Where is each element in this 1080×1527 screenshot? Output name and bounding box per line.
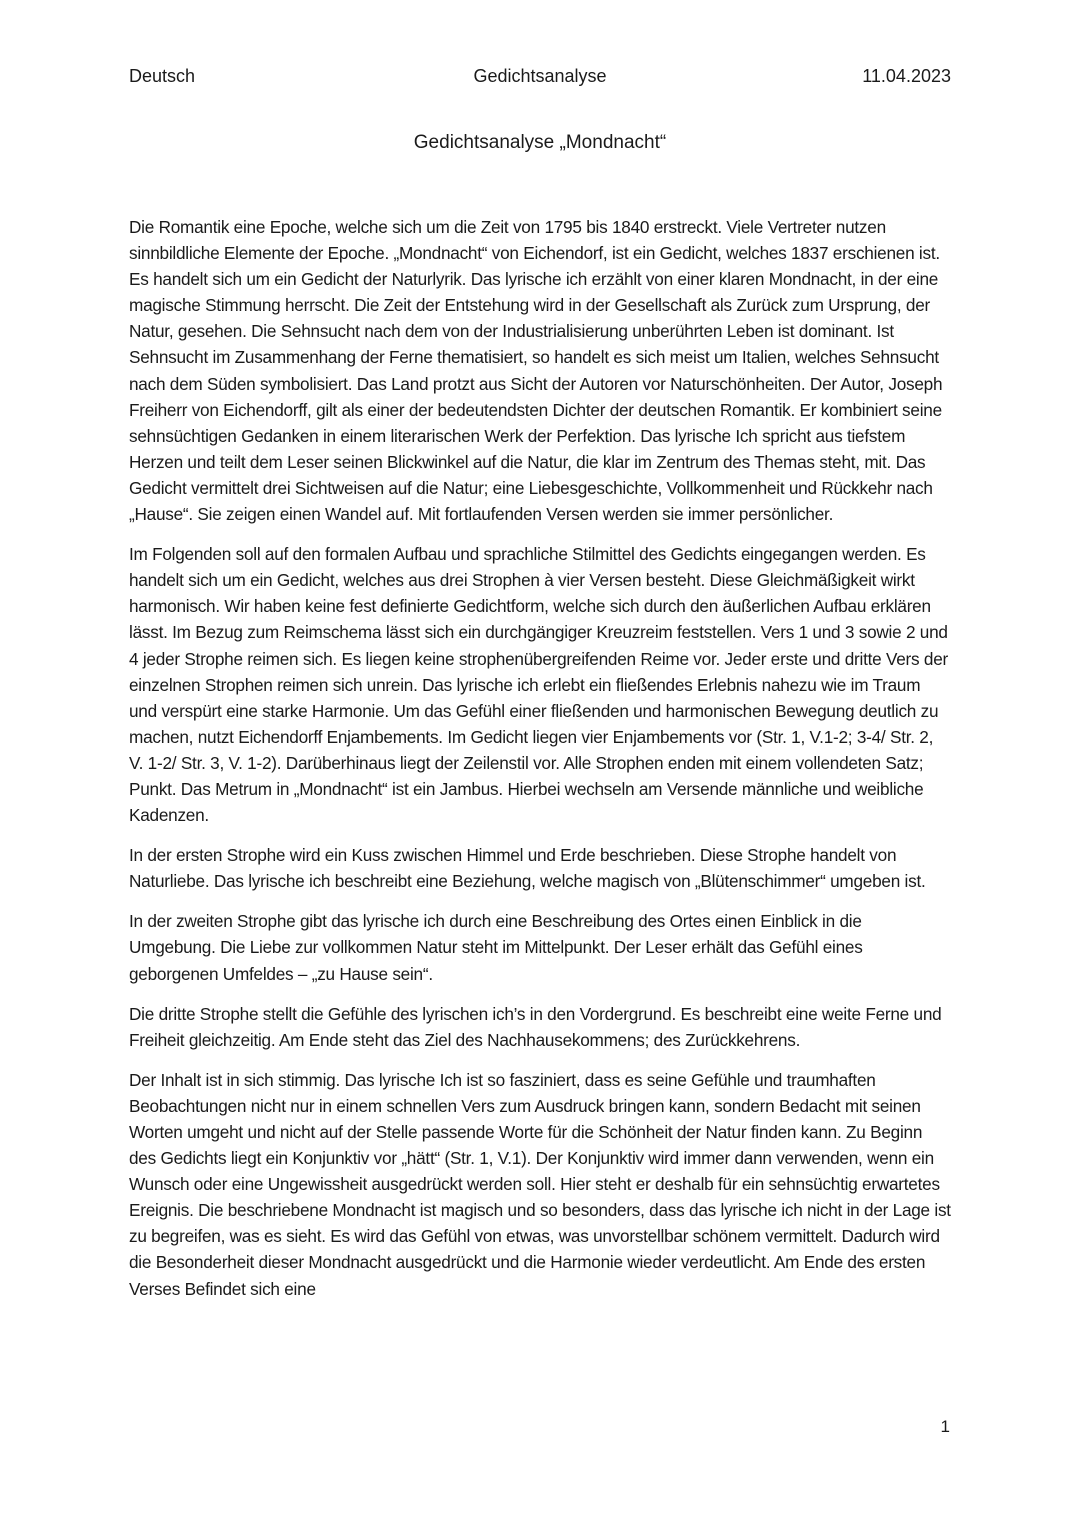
document-body [129, 214, 951, 1316]
header-topic: Gedichtsanalyse [473, 66, 607, 86]
paragraph-formal-structure: Im Folgenden soll auf den formalen Aufbau und sprachliche Stilmittel des Gedichts eingegangen werden. Es handelt sich um ein Gedicht, welches aus drei Strophen à vier Versen besteht. Diese Gleichmäßigkeit wirkt harmonisch. Wir haben keine fest definierte Gedichtform, welche sich durch den äußerlichen Aufbau erklären lässt. Im Bezug zum Reimschema lässt sich ein durchgängiger Kreuzreim feststellen. Vers 1 und 3 sowie 2 und 4 jeder Strophe reimen sich. Es liegen keine strophenübergreifenden Reime vor. Jeder erste und dritte Vers der einzelnen Strophen reimen sich unrein. Das lyrische ich erlebt ein fließendes Erlebnis nahezu wie im Traum und verspürt eine starke Harmonie. Um das Gefühl einer fließenden und harmonischen Bewegung deutlich zu machen, nutzt Eichendorff Enjambements. Im Gedicht liegen vier Enjambements vor (Str. 1, V.1-2; 3-4/ Str. 2, V. 1-2/ Str. 3, V. 1-2). Darüberhinaus liegt der Zeilenstil vor. Alle Strophen enden mit einem vollendeten Satz; Punkt. Das Metrum in „Mondnacht“ ist ein Jambus. Hierbei wechseln am Versende männliche und weibliche Kadenzen. [129, 544, 948, 826]
paragraph-content-analysis: Der Inhalt ist in sich stimmig. Das lyrische Ich ist so fasziniert, dass es seine Gefühle und traumhaften Beobachtungen nicht nur in einem schnellen Vers zum Ausdruck bringen kann, sondern Bedacht mit seinen Worten umgeht und nicht auf der Stelle passende Worte für die Schönheit der Natur finden kann. Zu Beginn des Gedichts liegt ein Konjunktiv vor „hätt“ (Str. 1, V.1). Der Konjunktiv wird immer dann verwenden, wenn ein Wunsch oder eine Ungewissheit ausgedrückt werden soll. Hier steht er deshalb für ein sehnsüchtig erwartetes Ereignis. Die beschriebene Mondnacht ist magisch und so besonders, dass das lyrische ich nicht in der Lage ist zu begreifen, was es sieht. Es wird das Gefühl von etwas, was unvorstellbar schönem vermittelt. Dadurch wird die Besonderheit dieser Mondnacht ausgedrückt und die Harmonie wieder verdeutlicht. Am Ende des ersten Verses Befindet sich eine [129, 1069, 951, 1299]
header-date: 11.04.2023 [862, 66, 951, 86]
paragraph-third-stanza: Die dritte Strophe stellt die Gefühle des lyrischen ich’s in den Vordergrund. Es beschreibt eine weite Ferne und Freiheit gleichzeitig. Am Ende steht das Ziel des Nachhausekommens; des Zurückkehrens. [129, 1003, 942, 1050]
header-subject: Deutsch [129, 66, 196, 86]
page-number: 1 [940, 1417, 950, 1436]
paragraph-first-stanza: In der ersten Strophe wird ein Kuss zwischen Himmel und Erde beschrieben. Diese Strophe handelt von Naturliebe. Das lyrische ich beschreibt eine Beziehung, welche magisch von „Blütenschimmer“ umgeben ist. [129, 845, 926, 892]
paragraph-introduction: Die Romantik eine Epoche, welche sich um die Zeit von 1795 bis 1840 erstreckt. Viele Vertreter nutzen sinnbildliche Elemente der Epoche. „Mondnacht“ von Eichendorf, ist ein Gedicht, welches 1837 erschienen ist. Es handelt sich um ein Gedicht der Naturlyrik. Das lyrische ich erzählt von einer klaren Mondnacht, in der eine magische Stimmung herrscht. Die Zeit der Entstehung wird in der Gesellschaft als Zurück zum Ursprung, der Natur, gesehen. Die Sehnsucht nach dem von der Industrialisierung unberührten Leben ist dominant. Ist Sehnsucht im Zusammenhang der Ferne thematisiert, so handelt es sich meist um Italien, welches Sehnsucht nach dem Süden symbolisiert. Das Land protzt aus Sicht der Autoren vor Naturschönheiten. Der Autor, Joseph Freiherr von Eichendorff, gilt als einer der bedeutendsten Dichter der deutschen Romantik. Er kombiniert seine sehnsüchtigen Gedanken in einem literarischen Werk der Perfektion. Das lyrische Ich spricht aus tiefstem Herzen und teilt dem Leser seinen Blickwinkel auf die Natur, die klar im Zentrum des Themas steht, mit. Das Gedicht vermittelt drei Sichtweisen auf die Natur; eine Liebesgeschichte, Vollkommenheit und Rückkehr nach „Hause“. Sie zeigen einen Wandel auf. Mit fortlaufenden Versen werden sie immer persönlicher. [129, 217, 943, 525]
document-title: Gedichtsanalyse „Mondnacht“ [413, 132, 667, 153]
paragraph-second-stanza: In der zweiten Strophe gibt das lyrische ich durch eine Beschreibung des Ortes einen Einblick in die Umgebung. Die Liebe zur vollkommen Natur steht im Mittelpunkt. Der Leser erhält das Gefühl eines geborgenen Umfeldes – „zu Hause sein“. [129, 911, 863, 984]
